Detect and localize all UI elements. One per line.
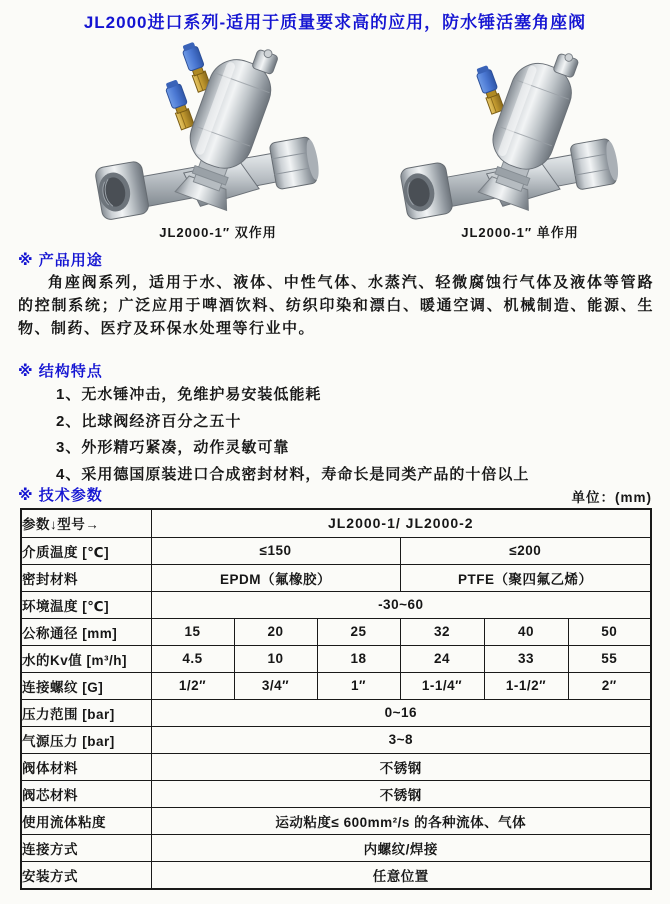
spec-cell: 4.5 xyxy=(151,645,234,672)
spec-row xyxy=(21,753,651,780)
spec-row-label: 环境温度 [℃] xyxy=(21,591,151,618)
spec-row xyxy=(21,807,651,834)
spec-cell: 24 xyxy=(400,645,484,672)
spec-cell: 1/2″ xyxy=(151,672,234,699)
spec-cell: 不锈钢 xyxy=(151,753,651,780)
spec-row xyxy=(21,834,651,861)
spec-cell: PTFE（聚四氟乙烯） xyxy=(400,564,651,591)
spec-row-label: 压力范围 [bar] xyxy=(21,699,151,726)
spec-cell: 55 xyxy=(568,645,651,672)
spec-cell: 1-1/4″ xyxy=(400,672,484,699)
spec-cell: 10 xyxy=(234,645,317,672)
spec-row-label: 气源压力 [bar] xyxy=(21,726,151,753)
spec-cell: 1-1/2″ xyxy=(484,672,568,699)
spec-cell: JL2000-1/ JL2000-2 xyxy=(151,509,651,537)
spec-cell: 40 xyxy=(484,618,568,645)
spec-row xyxy=(21,537,651,564)
spec-cell: 20 xyxy=(234,618,317,645)
feature-list xyxy=(56,382,656,488)
spec-cell: 33 xyxy=(484,645,568,672)
spec-row xyxy=(21,618,651,645)
spec-row xyxy=(21,672,651,699)
feature-item: 4、采用德国原装进口合成密封材料，寿命长是同类产品的十倍以上 xyxy=(56,465,530,483)
spec-cell: ≤200 xyxy=(400,537,651,564)
spec-row-label: 连接方式 xyxy=(21,834,151,861)
spec-cell: 1″ xyxy=(317,672,400,699)
feature-item: 1、无水锤冲击，免维护易安装低能耗 xyxy=(56,386,322,403)
product-figure-single-acting xyxy=(392,38,648,241)
spec-cell: 50 xyxy=(568,618,651,645)
usage-paragraph: 角座阀系列，适用于水、液体、中性气体、水蒸汽、轻微腐蚀行气体及液体等管路的控制系统；广泛应用于啤酒饮料、纺织印染和漂白、暖通空调、机械制造、能源、生物、制药、医疗及环保水处理等行业中。 xyxy=(18,274,654,337)
spec-row-label: 阀体材料 xyxy=(21,753,151,780)
spec-cell: 内螺纹/焊接 xyxy=(151,834,651,861)
spec-row xyxy=(21,591,651,618)
spec-cell: 0~16 xyxy=(151,699,651,726)
spec-row-label: 密封材料 xyxy=(21,564,151,591)
figure-caption-double-acting: JL2000-1″ 双作用 xyxy=(159,225,277,240)
spec-cell: 运动粘度≤ 600mm²/s 的各种流体、气体 xyxy=(151,807,651,834)
spec-row-label: 安装方式 xyxy=(21,861,151,889)
spec-cell: 任意位置 xyxy=(151,861,651,889)
spec-table xyxy=(20,508,652,890)
spec-cell: 25 xyxy=(317,618,400,645)
spec-cell: 3~8 xyxy=(151,726,651,753)
spec-row xyxy=(21,726,651,753)
single-acting-valve-image xyxy=(396,38,644,220)
spec-cell: 18 xyxy=(317,645,400,672)
section-heading-specs: ※ 技术参数 xyxy=(18,487,103,504)
spec-header-row xyxy=(21,509,651,537)
spec-row xyxy=(21,861,651,889)
section-heading-usage: ※ 产品用途 xyxy=(18,252,103,269)
feature-item: 3、外形精巧紧凑，动作灵敏可靠 xyxy=(56,439,290,456)
product-figure-double-acting xyxy=(84,34,352,241)
spec-row-label: 连接螺纹 [G] xyxy=(21,672,151,699)
spec-cell: 32 xyxy=(400,618,484,645)
section-heading-features: ※ 结构特点 xyxy=(18,363,103,380)
spec-row-label: 公称通径 [mm] xyxy=(21,618,151,645)
spec-row xyxy=(21,564,651,591)
spec-row-label: 介质温度 [℃] xyxy=(21,537,151,564)
spec-cell: 15 xyxy=(151,618,234,645)
unit-note: 单位：(mm) xyxy=(571,490,652,505)
spec-row-label: 使用流体粘度 xyxy=(21,807,151,834)
spec-row-label: 参数↓型号→ xyxy=(21,509,151,537)
feature-item: 2、比球阀经济百分之五十 xyxy=(56,412,242,430)
spec-row-label: 阀芯材料 xyxy=(21,780,151,807)
spec-row-label: 水的Kv值 [m³/h] xyxy=(21,645,151,672)
spec-cell: 2″ xyxy=(568,672,651,699)
spec-cell: ≤150 xyxy=(151,537,400,564)
spec-cell: -30~60 xyxy=(151,591,651,618)
page-title: JL2000进口系列-适用于质量要求高的应用，防水锤活塞角座阀 xyxy=(83,13,587,32)
figure-caption-single-acting: JL2000-1″ 单作用 xyxy=(461,225,579,240)
double-acting-valve-image xyxy=(88,34,348,220)
spec-cell: 3/4″ xyxy=(234,672,317,699)
spec-row xyxy=(21,699,651,726)
spec-cell: 不锈钢 xyxy=(151,780,651,807)
spec-cell: EPDM（氟橡胶） xyxy=(151,564,400,591)
spec-row xyxy=(21,780,651,807)
spec-row xyxy=(21,645,651,672)
